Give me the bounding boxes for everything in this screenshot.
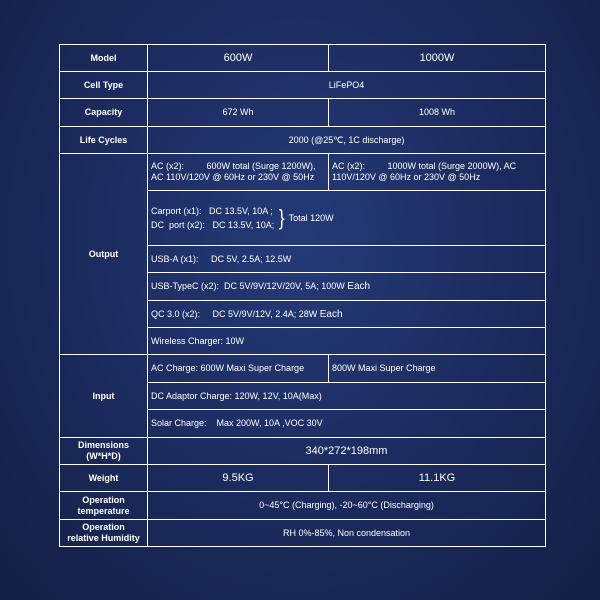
- row-output-ac: [60, 154, 546, 191]
- capacity-label: Capacity: [60, 99, 148, 127]
- row-cell-type: [60, 72, 546, 99]
- life-cycles-value: 2000 (@25℃, 1C discharge): [148, 127, 546, 154]
- output-label: Output: [60, 154, 148, 355]
- row-weight: [60, 465, 546, 492]
- op-temp-label-line2: temperature: [77, 505, 130, 516]
- op-temp-label: [60, 492, 148, 520]
- input-ac-1000: 800W Maxi Super Charge: [329, 355, 546, 383]
- dc-total: Total 120W: [288, 212, 334, 223]
- row-life-cycles: [60, 127, 546, 154]
- output-qc-cell: [148, 301, 546, 328]
- dimensions-label-line1: Dimensions: [77, 440, 129, 450]
- dimensions-label-line2: (W*H*D): [86, 451, 121, 461]
- output-usb-a: USB-A (x1): DC 5V, 2.5A; 12.5W: [148, 246, 546, 273]
- input-ac-600: AC Charge: 600W Maxi Super Charge: [148, 355, 329, 383]
- output-wireless: Wireless Charger: 10W: [148, 328, 546, 355]
- op-humidity-label: [60, 520, 148, 547]
- input-solar: Solar Charge: Max 200W, 10A ,VOC 30V: [148, 410, 546, 438]
- cell-type-label: Cell Type: [60, 72, 148, 99]
- dimensions-value: 340*272*198mm: [148, 438, 546, 465]
- output-usb-c-each: Each: [347, 281, 371, 292]
- row-capacity: [60, 99, 546, 127]
- output-usb-c: USB-TypeC (x2): DC 5V/9V/12V/20V, 5A; 100W: [151, 281, 345, 291]
- curly-brace-icon: }: [278, 205, 285, 230]
- model-label: Model: [60, 45, 148, 72]
- output-usb-c-cell: [148, 273, 546, 301]
- output-qc-each: Each: [319, 308, 343, 320]
- life-cycles-label: Life Cycles: [60, 127, 148, 154]
- output-qc: QC 3.0 (x2): DC 5V/9V/12V, 2.4A; 28W: [151, 308, 318, 319]
- output-dc-cell: [148, 191, 546, 246]
- op-temp-value: 0~45°C (Charging), -20~60°C (Discharging): [148, 492, 546, 520]
- weight-label: Weight: [60, 465, 148, 492]
- op-humidity-value: RH 0%-85%, Non condensation: [148, 520, 546, 547]
- dimensions-label: [60, 438, 148, 465]
- row-dimensions: [60, 438, 546, 465]
- output-ac-1000: AC (x2): 1000W total (Surge 2000W), AC 110V/120V @ 60Hz or 230V @ 50Hz: [329, 154, 546, 191]
- op-temp-label-line1: Operation: [82, 494, 125, 505]
- capacity-1000: 1008 Wh: [329, 99, 546, 127]
- weight-600: 9.5KG: [148, 465, 329, 492]
- carport-line: Carport (x1): DC 13.5V, 10A ;: [151, 205, 273, 216]
- model-600: 600W: [148, 45, 329, 72]
- dc-brace-group: [151, 206, 542, 231]
- cell-type-value: LiFePO4: [148, 72, 546, 99]
- model-1000: 1000W: [329, 45, 546, 72]
- capacity-600: 672 Wh: [148, 99, 329, 127]
- output-ac-600: AC (x2): 600W total (Surge 1200W), AC 110V/120V @ 60Hz or 230V @ 50Hz: [148, 154, 329, 191]
- row-model: [60, 45, 546, 72]
- row-input-ac: [60, 355, 546, 383]
- row-op-humidity: [60, 520, 546, 547]
- input-label: Input: [60, 355, 148, 438]
- op-humidity-label-line1: Operation: [82, 522, 125, 532]
- spec-table: [59, 44, 546, 547]
- weight-1000: 11.1KG: [329, 465, 546, 492]
- row-op-temp: [60, 492, 546, 520]
- op-humidity-label-line2: relative Humidity: [67, 533, 140, 543]
- dc-port-line: DC port (x2): DC 13.5V, 10A;: [151, 219, 275, 230]
- input-dc-adaptor: DC Adaptor Charge: 120W, 12V, 10A(Max): [148, 383, 546, 410]
